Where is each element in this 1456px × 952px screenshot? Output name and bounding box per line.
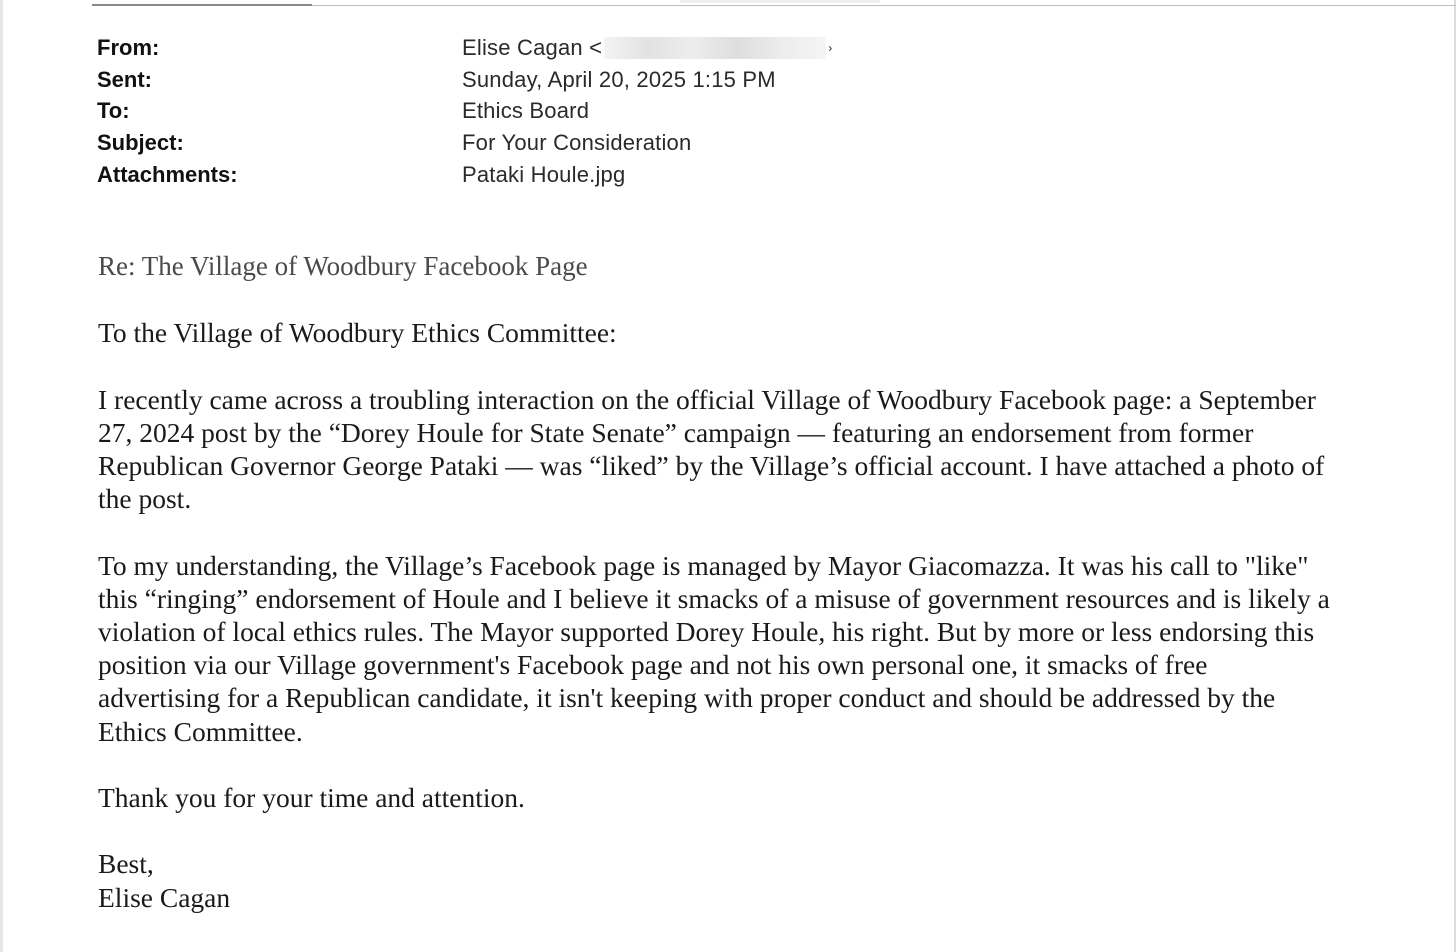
re-line: Re: The Village of Woodbury Facebook Page <box>98 251 588 281</box>
paragraph-1 <box>98 383 1398 516</box>
paragraph-1-line: the post. <box>98 483 192 515</box>
sent-label: Sent: <box>97 66 152 92</box>
paragraph-2-line: position via our Village government's Facebook page and not his own personal one, it smacks of free <box>98 649 1208 681</box>
subject-value: For Your Consideration <box>462 130 692 156</box>
paragraph-1-line: I recently came across a troubling interaction on the official Village of Woodbury Facebook page: a September <box>98 383 1316 415</box>
address-close-bracket: › <box>828 41 833 55</box>
paragraph-2 <box>98 549 1398 748</box>
sent-value: Sunday, April 20, 2025 1:15 PM <box>462 66 776 92</box>
attachments-label: Attachments: <box>97 161 238 187</box>
attachment-filename[interactable]: Pataki Houle.jpg <box>462 161 626 187</box>
paragraph-2-line: Ethics Committee. <box>98 715 303 747</box>
paragraph-1-line: Republican Governor George Pataki — was “liked” by the Village’s official account. I have attached a photo of <box>98 450 1325 481</box>
to-label: To: <box>97 98 130 124</box>
signoff: Best, <box>98 848 154 880</box>
paragraph-2-line: violation of local ethics rules. The Mayor supported Dorey Houle, his right. But by more or less endorsing this <box>98 616 1315 647</box>
closing-thanks: Thank you for your time and attention. <box>98 782 525 813</box>
signature: Elise Cagan <box>98 881 231 913</box>
paragraph-2-line: advertising for a Republican candidate, it isn't keeping with proper conduct and should be addressed by the <box>98 682 1276 714</box>
paragraph-2-line: To my understanding, the Village’s Facebook page is managed by Mayor Giacomazza. It was his call to "like" <box>98 549 1309 581</box>
salutation: To the Village of Woodbury Ethics Committee: <box>98 317 617 349</box>
email-body <box>98 250 1398 914</box>
paragraph-2-line: this “ringing” endorsement of Houle and I believe it smacks of a misuse of government resources and is likely a <box>98 582 1330 614</box>
from-value <box>462 32 832 65</box>
page-top-tab <box>680 0 880 3</box>
from-label: From: <box>97 35 160 60</box>
page-left-edge <box>0 0 3 952</box>
redacted-email-address <box>604 37 826 59</box>
subject-label: Subject: <box>97 130 184 156</box>
paragraph-1-line: 27, 2024 post by the “Dorey Houle for State Senate” campaign — featuring an endorsement from former <box>98 416 1254 448</box>
sender-name: Elise Cagan < <box>462 35 603 60</box>
to-value: Ethics Board <box>462 98 590 124</box>
page-top-rule-dark <box>92 4 312 6</box>
